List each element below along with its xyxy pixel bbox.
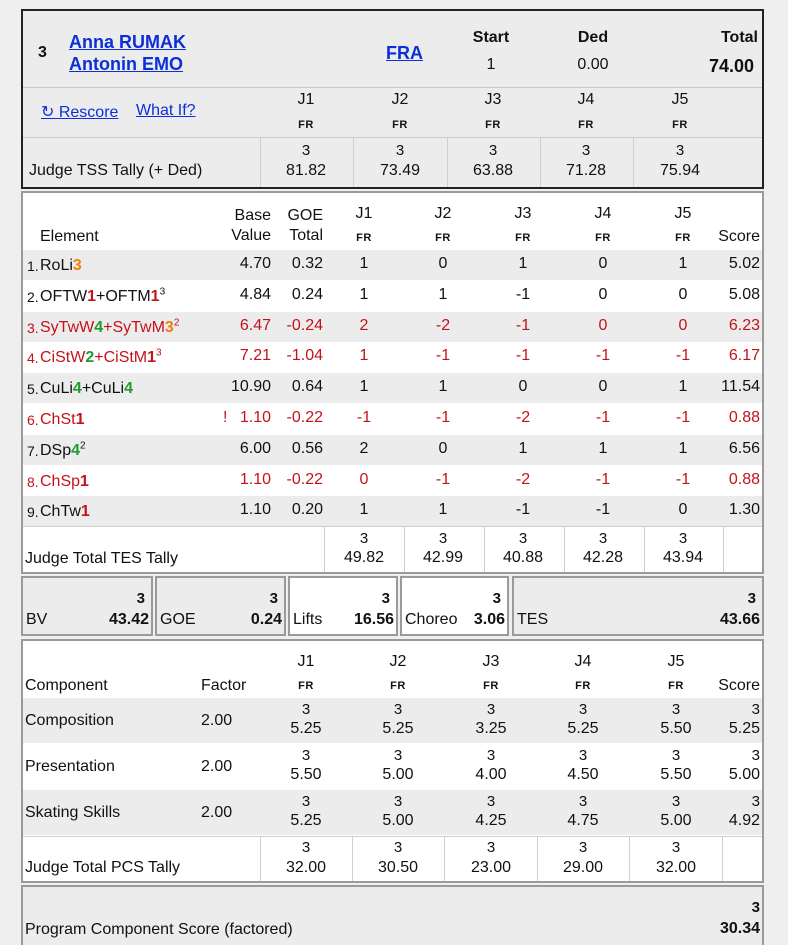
judge-nation: FR [672,119,688,131]
pcs-tally-value: 30.50 [377,859,419,876]
col-goe-label: GOE [287,207,323,224]
goe-value: 0.56 [291,439,323,457]
base-value: 6.00 [239,439,271,457]
component-judge-rank: 3 [393,747,403,764]
judge-name: J5 [671,91,689,108]
tss-value: 71.28 [565,162,607,179]
col-pcs-score-label: Score [718,677,760,694]
component-judge-rank: 3 [486,701,496,718]
element-name: RoLi3 [40,257,82,274]
element-name: $CiStW2+CiStM1^3$ [40,348,162,367]
summary-box-tes [512,576,764,636]
goe-value: 0.64 [291,378,323,396]
element-number: 6. [27,412,39,428]
rescore-link[interactable]: ↻ Rescore [41,104,119,121]
component-judge-value: 5.25 [382,720,414,737]
judge-goe: 0 [598,316,608,334]
element-number: 9. [27,504,39,521]
component-score: 4.92 [728,812,760,829]
judge-nation: FR [578,119,594,131]
component-judge-value: 5.25 [290,812,322,829]
col-base-label-2: Value [231,227,271,244]
judge-nation: FR [390,680,406,692]
summary-box-lifts [288,576,398,636]
skater-name-1[interactable]: Anna RUMAK [69,32,186,52]
judge-goe: 1 [518,439,528,457]
base-value: 4.70 [239,255,271,272]
col-component-label: Component [25,677,108,694]
judge-nation: FR [298,680,314,692]
component-judge-rank: 3 [301,701,311,718]
element-score: 0.88 [728,409,760,426]
element-name: ChSp1 [40,472,89,490]
judge-goe: 1 [359,285,369,303]
base-value: 10.90 [230,378,271,396]
tss-rank: 3 [488,142,498,159]
judge-goe: -1 [675,409,691,426]
component-judge-rank: 3 [671,747,681,764]
skater-name-2[interactable]: Antonin EMO [69,54,183,74]
judge-goe: 0 [359,470,369,488]
judge-name: J4 [577,91,595,108]
tes-label: Judge Total TES Tally [25,550,178,567]
component-judge-rank: 3 [671,701,681,718]
component-judge-value: 4.50 [567,766,599,783]
summary-rank: 3 [381,590,390,607]
col-factor-label: Factor [201,677,247,694]
element-score: 0.88 [728,470,760,488]
base-value: 1.10 [239,470,271,488]
summary-label: Choreo [405,611,458,628]
component-judge-value: 4.25 [475,812,507,829]
judge-nation: FR [595,232,611,244]
judge-goe: 1 [438,378,448,396]
judge-nation: FR [435,232,451,244]
pcs-footer-label: Program Component Score (factored) [25,921,293,938]
summary-value: 16.56 [353,611,394,628]
pcs-rank: 3 [751,899,760,916]
judge-goe: 1 [438,501,448,519]
judge-goe: -1 [675,470,691,488]
tes-rank: 3 [438,530,448,547]
summary-rank: 3 [136,590,145,607]
component-judge-value: 5.00 [382,766,414,783]
pcs-footer-value: 30.34 [719,920,760,937]
component-row [23,744,762,789]
element-number: 5. [27,381,39,398]
judge-name: J2 [391,91,409,108]
judge-goe: -1 [515,501,531,519]
element-number: 3. [27,319,39,336]
ded-value: 0.00 [577,56,609,73]
element-name: ChSt1 [40,411,85,428]
component-judge-rank: 3 [393,701,403,718]
judge-goe: 0 [598,285,608,303]
judge-goe: 0 [678,316,688,334]
component-judge-rank: 3 [671,793,681,810]
element-number: 4. [27,350,39,367]
tes-rank: 3 [518,530,528,547]
judge-goe: 0 [438,255,448,272]
tss-value: 63.88 [472,162,514,179]
total-value: 74.00 [708,56,754,76]
judge-goe: 1 [359,255,369,272]
component-factor: 2.00 [201,712,233,729]
tes-rank: 3 [678,530,688,547]
judge-goe: 0 [438,439,448,457]
tss-value: 73.49 [379,162,421,179]
elements-panel [21,191,764,574]
judge-name: J5 [667,653,685,670]
skater-header-panel [21,9,764,189]
pcs-footer [21,885,764,945]
pcs-tally-value: 32.00 [285,859,327,876]
component-judge-value: 5.00 [660,812,692,829]
element-row [23,281,762,311]
judge-nation: FR [298,119,314,131]
judge-goe: 0 [518,378,528,396]
judge-goe: -1 [595,470,611,488]
judge-name: J4 [574,653,592,670]
judge-goe: 1 [598,439,608,457]
element-row [23,404,762,434]
component-score: 5.25 [728,720,760,737]
goe-value: -0.22 [286,409,323,426]
tes-value: 42.28 [582,549,624,566]
component-name: Skating Skills [25,804,121,821]
goe-value: -0.22 [286,470,323,488]
tss-rank: 3 [581,142,591,159]
judge-nation: FR [515,232,531,244]
tes-value: 43.94 [662,549,704,566]
judge-nation: FR [483,680,499,692]
judge-goe: 2 [359,439,369,457]
element-score: 6.17 [728,347,760,365]
tss-rank: 3 [301,142,311,159]
col-goe-label-2: Total [289,227,323,244]
element-name: $DSp4^2$ [40,440,86,459]
element-name: CuLi4+CuLi4 [40,380,133,398]
element-row [23,435,762,465]
element-row [23,373,762,403]
judge-goe: -2 [515,470,531,488]
component-row [23,698,762,743]
col-score-label: Score [718,228,760,245]
pcs-tally-value: 32.00 [655,859,697,876]
element-score: 5.02 [728,255,760,272]
element-name: $OFTW1+OFTM1^3$ [40,286,166,305]
tss-rank: 3 [675,142,685,159]
judge-goe: 0 [678,285,688,303]
pcs-tally-rank: 3 [578,839,588,856]
summary-rank: 3 [747,590,756,607]
summary-box-bv [21,576,153,636]
judge-nation: FR [485,119,501,131]
pcs-tally-value: 23.00 [470,859,512,876]
component-judge-rank: 3 [301,747,311,764]
goe-value: -0.24 [286,316,323,334]
total-label: Total [720,29,758,46]
summary-label: BV [26,611,48,628]
tss-label: Judge TSS Tally (+ Ded) [29,162,203,179]
component-judge-rank: 3 [578,701,588,718]
tes-value: 49.82 [343,549,385,566]
judge-goe: 1 [678,255,688,272]
pcs-tally-rank: 3 [393,839,403,856]
element-name: ChTw1 [40,503,90,521]
judge-goe: 1 [678,378,688,396]
summary-value: 43.42 [108,611,149,628]
judge-goe: 0 [598,255,608,272]
base-value: 4.84 [239,285,271,303]
base-value: 7.21 [239,347,271,365]
judge-goe: 1 [678,439,688,457]
component-judge-value: 4.75 [567,812,599,829]
col-base-label: Base [234,207,271,224]
component-judge-rank: 3 [486,747,496,764]
component-factor: 2.00 [201,804,233,821]
whatif-link[interactable]: What If? [136,102,196,119]
pcs-tally-rank: 3 [301,839,311,856]
judge-name: J3 [482,653,500,670]
rank: 3 [38,44,47,61]
judge-nation: FR [675,232,691,244]
base-value: 1.10 [239,409,271,426]
judge-nation: FR [356,232,372,244]
judge-goe: -1 [675,347,691,365]
components-panel [21,639,764,883]
element-name: $SyTwW4+SyTwM3^2$ [40,317,180,336]
summary-label: Lifts [293,611,323,628]
element-number: 1. [27,258,39,274]
element-number: 2. [27,288,39,305]
judge-goe: 0 [678,501,688,519]
component-judge-value: 5.25 [567,720,599,737]
nation-link[interactable]: FRA [386,43,423,63]
component-score-rank: 3 [751,793,760,810]
judge-name: J3 [484,91,502,108]
summary-box-choreo [400,576,509,636]
component-judge-rank: 3 [486,793,496,810]
goe-value: 0.32 [291,255,323,272]
element-score: 11.54 [721,378,760,396]
judge-goe: -2 [435,316,451,334]
pcs-tally-value: 29.00 [562,859,604,876]
tes-rank: 3 [598,530,608,547]
tes-value: 40.88 [502,549,544,566]
start-value: 1 [486,56,496,73]
component-judge-value: 4.00 [475,766,507,783]
judge-name: J1 [297,653,315,670]
element-row [23,466,762,496]
summary-box-goe [155,576,286,636]
tes-rank: 3 [359,530,369,547]
judge-goe: -1 [435,347,451,365]
component-judge-value: 3.25 [475,720,507,737]
component-score-rank: 3 [751,701,760,718]
judge-name: J3 [514,205,532,222]
summary-rank: 3 [492,590,501,607]
summary-label: TES [517,611,549,628]
ded-label: Ded [577,29,609,46]
judge-nation: FR [668,680,684,692]
element-row [23,250,762,280]
judge-goe: -1 [515,347,531,365]
component-score-rank: 3 [751,747,760,764]
component-name: Composition [25,712,114,729]
component-row [23,790,762,835]
judge-goe: -1 [435,470,451,488]
judge-name: J1 [355,205,373,222]
judge-name: J1 [297,91,315,108]
col-element-label: Element [40,228,99,245]
judge-goe: -1 [515,316,531,334]
base-value: 6.47 [239,316,271,334]
component-judge-value: 5.50 [660,720,692,737]
summary-rank: 3 [269,590,278,607]
goe-value: -1.04 [286,347,323,365]
component-judge-rank: 3 [301,793,311,810]
judge-goe: -1 [515,285,531,303]
judge-nation: FR [575,680,591,692]
pcs-tally-rank: 3 [671,839,681,856]
judge-goe: 0 [598,378,608,396]
component-judge-value: 5.00 [382,812,414,829]
judge-goe: 1 [438,285,448,303]
tss-value: 81.82 [285,162,327,179]
element-score: 1.30 [728,501,760,519]
judge-goe: -1 [595,347,611,365]
judge-name: J4 [594,205,612,222]
component-judge-rank: 3 [393,793,403,810]
warning-flag: ! [223,409,228,426]
component-judge-rank: 3 [578,793,588,810]
summary-label: GOE [160,611,196,628]
judge-goe: 1 [359,347,369,365]
element-row [23,496,762,526]
goe-value: 0.20 [291,501,323,519]
element-score: 6.56 [728,439,760,457]
summary-value: 0.24 [250,611,282,628]
tss-rank: 3 [395,142,405,159]
component-judge-rank: 3 [578,747,588,764]
tes-value: 42.99 [422,549,464,566]
judge-goe: -2 [515,409,531,426]
judge-goe: -1 [595,409,611,426]
element-number: 8. [27,473,39,490]
element-row [23,312,762,342]
tss-value: 75.94 [659,162,701,179]
component-factor: 2.00 [201,758,233,775]
judge-goe: 1 [518,255,528,272]
element-row [23,342,762,372]
component-judge-value: 5.50 [660,766,692,783]
component-name: Presentation [25,758,115,775]
judge-goe: -1 [356,409,372,426]
judge-nation: FR [392,119,408,131]
judge-name: J5 [674,205,692,222]
pcs-tally-rank: 3 [486,839,496,856]
component-judge-value: 5.25 [290,720,322,737]
base-value: 1.10 [239,501,271,519]
judge-goe: 1 [359,501,369,519]
summary-value: 43.66 [719,611,760,628]
element-score: 6.23 [728,316,760,334]
element-number: 7. [27,442,39,459]
judge-goe: 2 [359,316,369,334]
goe-value: 0.24 [291,285,323,303]
judge-goe: 1 [359,378,369,396]
judge-name: J2 [389,653,407,670]
summary-value: 3.06 [473,611,505,628]
element-score: 5.08 [728,285,760,303]
component-score: 5.00 [728,766,760,783]
judge-name: J2 [434,205,452,222]
component-judge-value: 5.50 [290,766,322,783]
judge-goe: -1 [435,409,451,426]
start-label: Start [472,29,510,46]
pcs-label: Judge Total PCS Tally [25,859,181,876]
judge-goe: -1 [595,501,611,519]
